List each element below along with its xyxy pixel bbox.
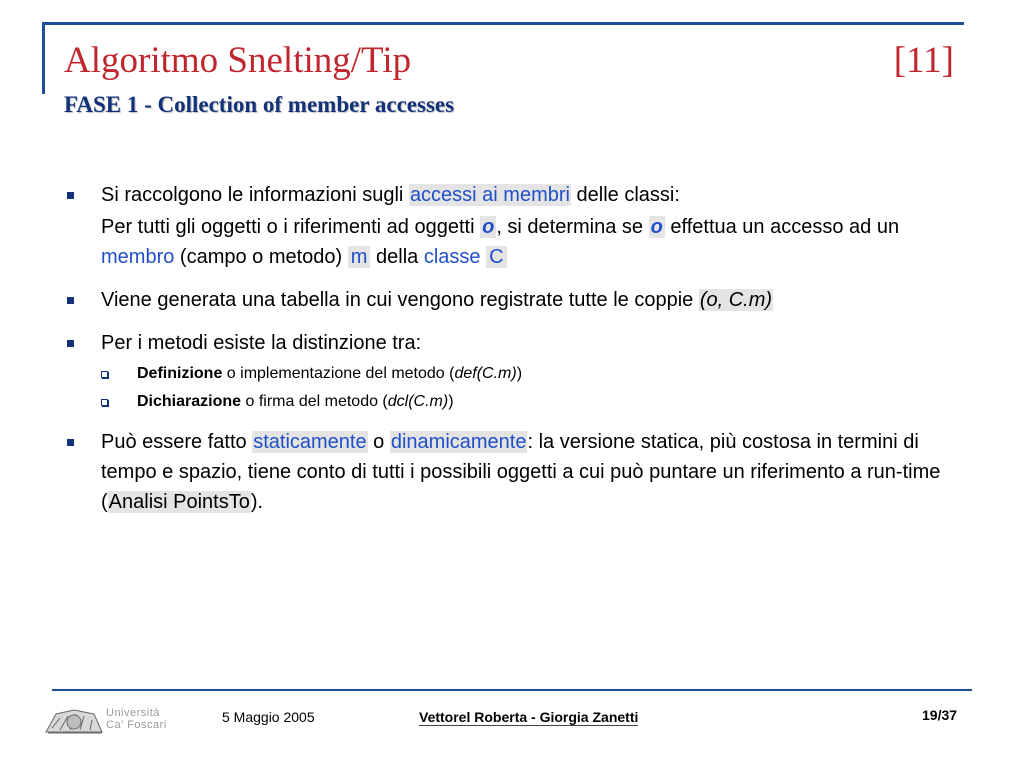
highlight-m: m — [348, 246, 371, 268]
university-name: Università Ca' Foscari — [106, 707, 167, 731]
square-bullet-icon — [67, 439, 74, 446]
square-bullet-icon — [67, 297, 74, 304]
bullet-4-text: Può essere fatto staticamente o dinamicamente: la versione statica, più costosa in termini di tempo e spazio, tiene conto di tutti i possibili oggetti a cui può puntare un riferimento a run-time (Analisi PointsTo). — [101, 431, 941, 513]
slide-title — [64, 38, 954, 84]
sub-item-dichiarazione: Dichiarazione o firma del metodo (dcl(C.m)) — [101, 390, 964, 414]
hollow-square-bullet-icon — [101, 371, 108, 378]
highlight-o-1: o — [482, 216, 495, 238]
slide-subtitle: FASE 1 - Collection of member accesses — [64, 92, 455, 117]
highlight-pair: (o, C.m) — [699, 289, 773, 311]
bullet-item-3 — [64, 328, 964, 414]
highlight-dinamicamente: dinamicamente — [390, 431, 527, 453]
bullet-3-line: Per i metodi esiste la distinzione tra: — [101, 332, 422, 354]
bullet-1-continuation: Per tutti gli oggetti o i riferimenti ad oggetti o , si determina se o effettua un accesso ad un membro (campo o metodo) m della classe C — [101, 216, 900, 268]
bullet-1-line: Si raccolgono le informazioni sugli accessi ai membri delle classi: — [101, 184, 680, 206]
highlight-staticamente: staticamente — [253, 431, 367, 453]
term-classe: classe — [423, 246, 481, 268]
hollow-square-bullet-icon — [101, 399, 108, 406]
slide-title-text: Algoritmo Snelting/Tip — [64, 40, 412, 81]
square-bullet-icon — [67, 340, 74, 347]
slide-content — [64, 180, 964, 530]
header-frame-top — [42, 22, 964, 25]
footer-date: 5 Maggio 2005 — [222, 709, 315, 725]
highlight-o-2: o — [650, 216, 663, 238]
slide-reference: [11] — [893, 40, 954, 81]
footer-divider — [52, 689, 972, 691]
header-frame-left — [42, 22, 45, 94]
highlight-C: C — [486, 246, 506, 268]
footer-authors: Vettorel Roberta - Giorgia Zanetti — [419, 709, 639, 725]
footer-page-number: 19/37 — [922, 707, 958, 723]
bullet-item-1 — [64, 180, 964, 272]
sub-item-definizione: Definizione o implementazione del metodo (def(C.m)) — [101, 362, 964, 386]
square-bullet-icon — [67, 192, 74, 199]
highlight-accessi-membri: accessi ai membri — [409, 184, 570, 206]
bullet-2-line: Viene generata una tabella in cui vengono registrate tutte le coppie (o, C.m) — [101, 289, 773, 311]
term-membro: membro — [101, 246, 175, 268]
bullet-item-4 — [64, 427, 964, 517]
highlight-analisi-pointsto: Analisi PointsTo — [108, 491, 250, 513]
bullet-item-2 — [64, 285, 964, 315]
